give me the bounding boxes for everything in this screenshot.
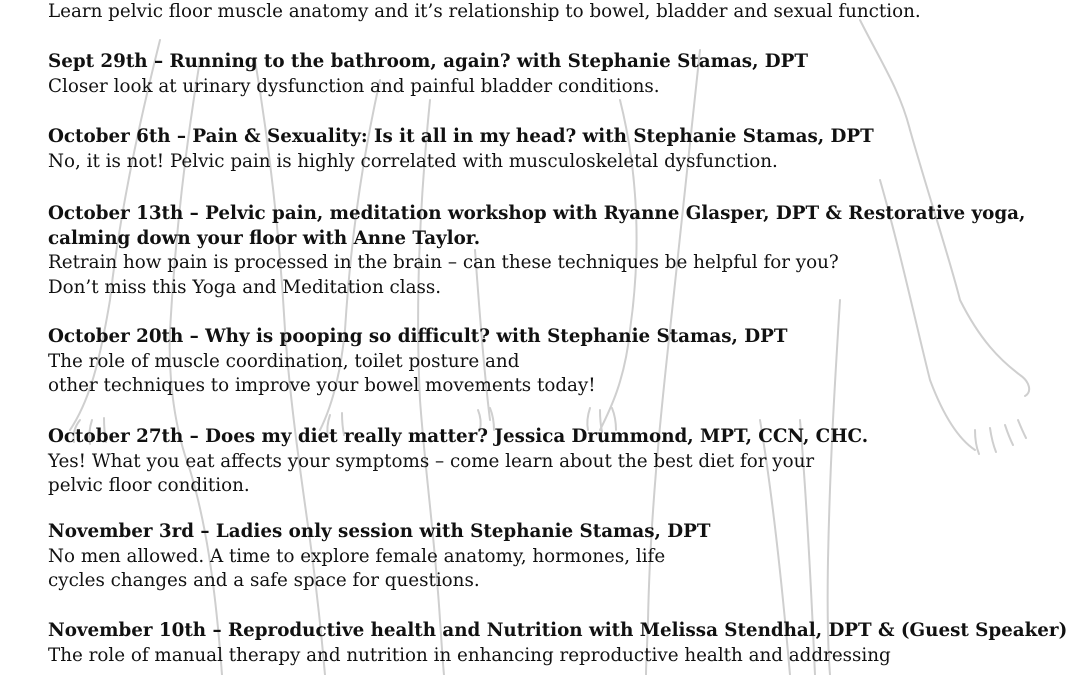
session-title-continued: calming down your floor with Anne Taylor. [48, 227, 481, 249]
session-description-continued: pelvic floor condition. [48, 475, 250, 496]
session-title: October 27th – Does my diet really matter? Jessica Drummond, MPT, CCN, CHC. [48, 426, 869, 447]
session-description-continued: Don’t miss this Yoga and Meditation class. [48, 276, 442, 298]
session-nov-3 [48, 520, 710, 594]
session-oct-20 [48, 325, 787, 399]
session-description: The role of manual therapy and nutrition in enhancing reproductive health and addressing [48, 644, 891, 666]
session-nov-10 [48, 619, 1067, 668]
session-description: No, it is not! Pelvic pain is highly correlated with musculoskeletal dysfunction. [48, 150, 778, 172]
session-title: Sept 29th – Running to the bathroom, again? with Stephanie Stamas, DPT [48, 51, 809, 72]
intro-text: Learn pelvic floor muscle anatomy and it’s relationship to bowel, bladder and sexual function. [48, 1, 921, 22]
session-description: The role of muscle coordination, toilet posture and [48, 350, 520, 372]
session-title: October 20th – Why is pooping so difficult? with Stephanie Stamas, DPT [48, 326, 788, 347]
session-oct-13 [48, 202, 1025, 300]
session-title: November 10th – Reproductive health and Nutrition with Melissa Stendhal, DPT & (Guest Speaker) [48, 620, 1068, 641]
session-description: Closer look at urinary dysfunction and painful bladder conditions. [48, 75, 660, 97]
session-description: Yes! What you eat affects your symptoms – come learn about the best diet for your [48, 450, 815, 472]
session-description-continued: other techniques to improve your bowel movements today! [48, 375, 596, 396]
session-description: No men allowed. A time to explore female anatomy, hormones, life [48, 545, 666, 567]
session-description: Retrain how pain is processed in the brain – can these techniques be helpful for you? [48, 252, 839, 273]
right-figure-outline [828, 20, 1030, 675]
session-oct-6 [48, 125, 874, 174]
session-title: November 3rd – Ladies only session with Stephanie Stamas, DPT [48, 521, 711, 542]
session-description-continued: cycles changes and a safe space for questions. [48, 570, 480, 591]
session-title: October 13th – Pelvic pain, meditation workshop with Ryanne Glasper, DPT & Restorative yoga, [48, 203, 1026, 224]
session-title: October 6th – Pain & Sexuality: Is it all in my head? with Stephanie Stamas, DPT [48, 126, 874, 147]
session-oct-27 [48, 425, 868, 499]
session-sept-29 [48, 50, 808, 99]
